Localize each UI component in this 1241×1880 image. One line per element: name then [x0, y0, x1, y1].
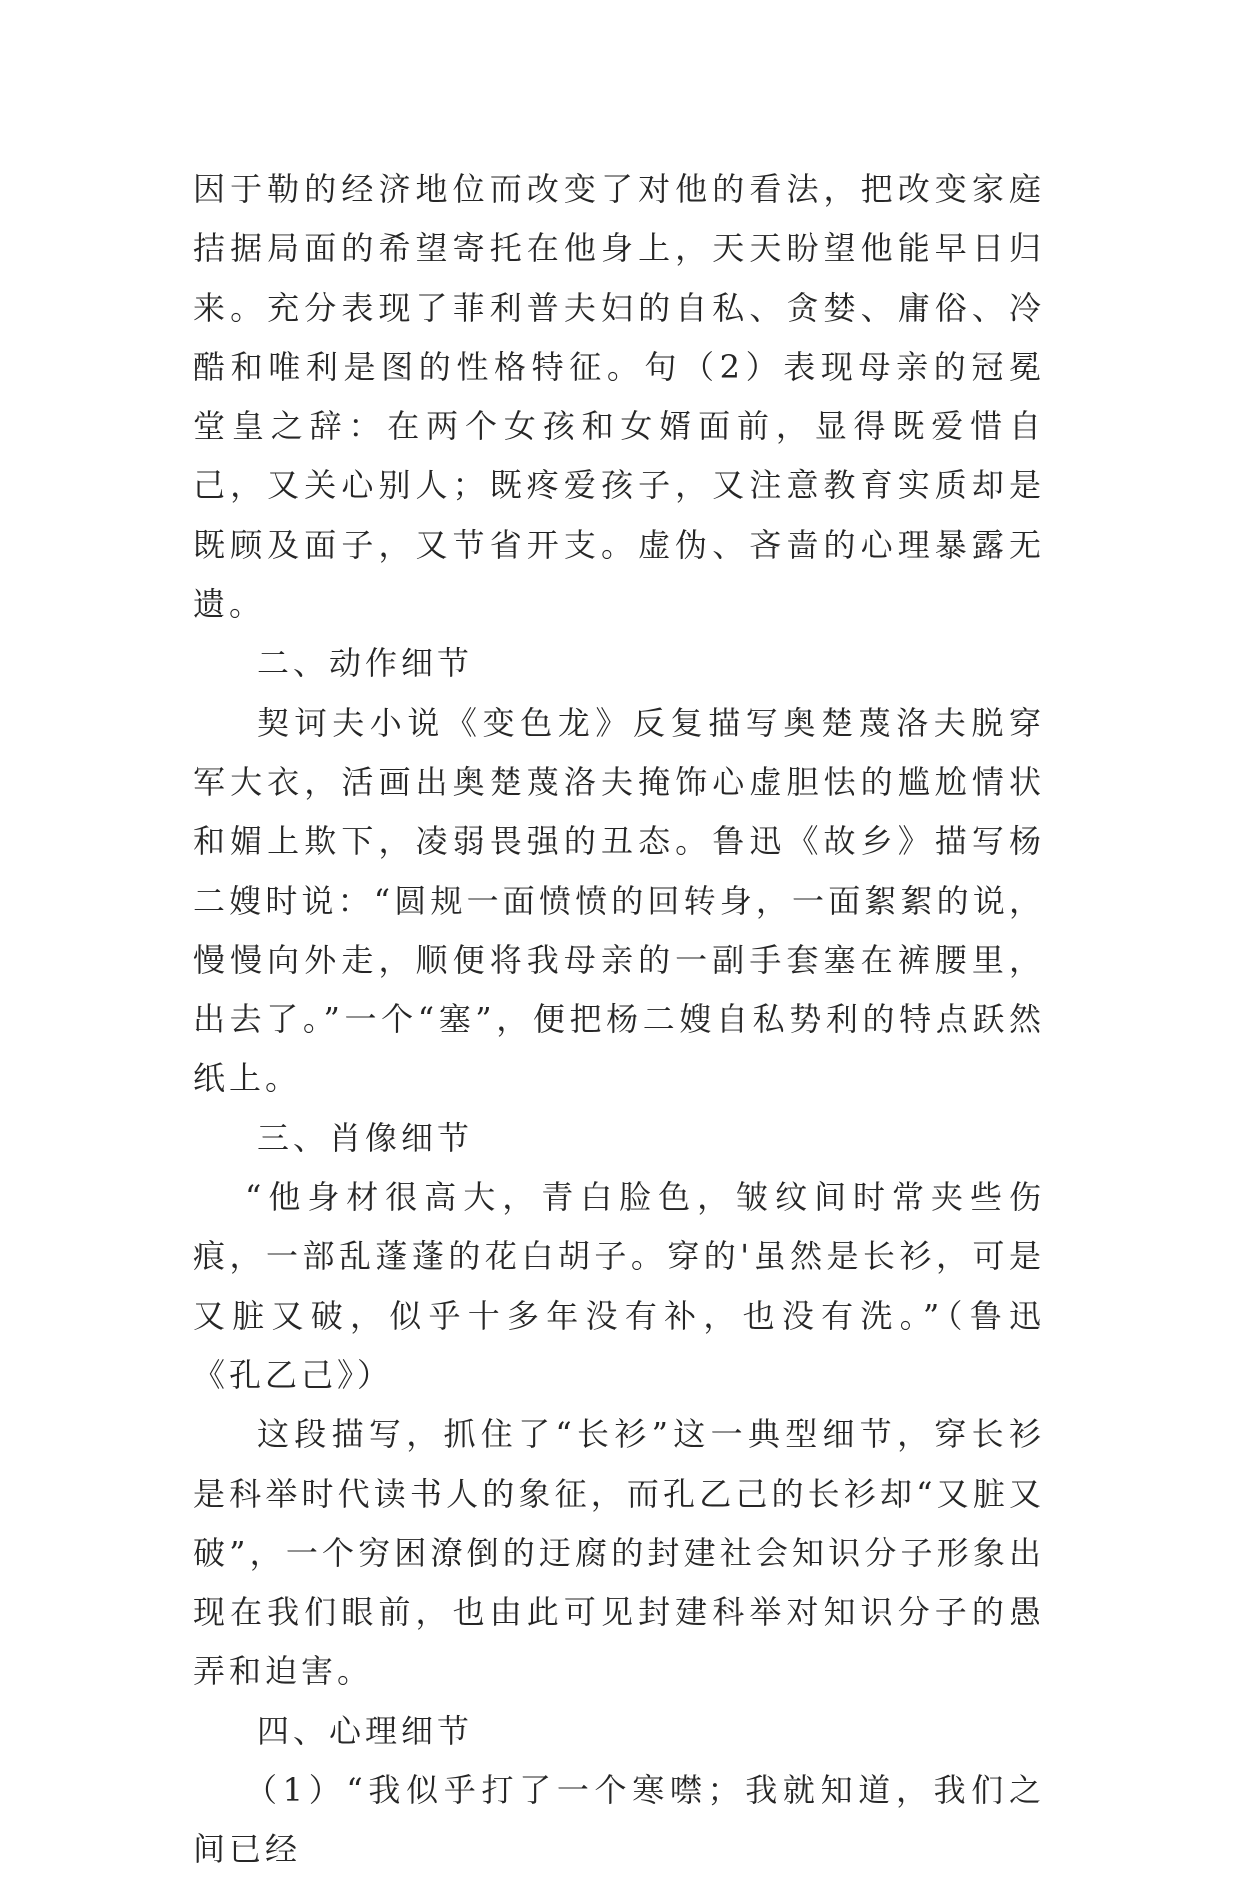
section-heading-portrait-detail: 三、肖像细节 — [257, 1118, 474, 1157]
section-heading-psychological-detail: 四、心理细节 — [257, 1711, 474, 1750]
paragraph-portrait-analysis: 这段描写，抓住了“长衫”这一典型细节，穿长衫是科举时代读书人的象征，而孔乙己的长衫却“又脏又破”，一个穷困潦倒的迂腐的封建社会知识分子形象出现在我们眼前，也由此可见封建科举对知识分子的愚弄和迫害。 — [193, 1415, 1045, 1691]
paragraph-analysis-continuation: 因于勒的经济地位而改变了对他的看法，把改变家庭拮据局面的希望寄托在他身上，天天盼望他能早日归来。充分表现了菲利普夫妇的自私、贪婪、庸俗、冷酷和唯利是图的性格特征。句（2）表现母亲的冠冕堂皇之辞：在两个女孩和女婿面前，显得既爱惜自己，又关心别人；既疼爱孩子，又注意教育实质却是既顾及面子，又节省开支。虚伪、吝啬的心理暴露无遗。 — [193, 170, 1045, 624]
paragraph-portrait-quote: “他身材很高大，青白脸色，皱纹间时常夹些伤痕，一部乱蓬蓬的花白胡子。穿的'虽然是长衫，可是又脏又破，似乎十多年没有补，也没有洗。”（鲁迅《孔乙己》） — [193, 1178, 1045, 1394]
paragraph-psychological-quote: （1）“我似乎打了一个寒噤；我就知道，我们之间已经 — [193, 1771, 1045, 1869]
paragraph-action-detail: 契诃夫小说《变色龙》反复描写奥楚蔑洛夫脱穿军大衣，活画出奥楚蔑洛夫掩饰心虚胆怯的尴尬情状和媚上欺下，凌弱畏强的丑态。鲁迅《故乡》描写杨二嫂时说：“圆规一面愤愤的回转身，一面絮絮的说，慢慢向外走，顺便将我母亲的一副手套塞在裤腰里，出去了。”一个“塞”，便把杨二嫂自私势利的特点跃然纸上。 — [193, 703, 1045, 1098]
document-body — [193, 160, 1045, 1880]
section-heading-action-detail: 二、动作细节 — [257, 644, 474, 683]
